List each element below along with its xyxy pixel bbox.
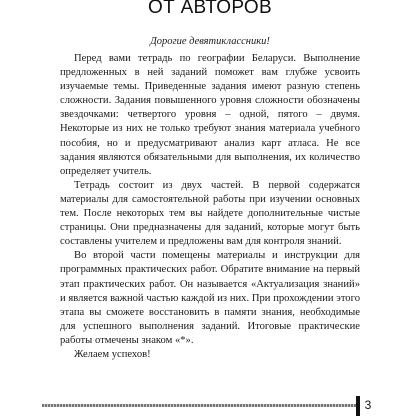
page-number: 3	[364, 398, 372, 412]
paragraph: Во второй части помещены материалы и инструкции для программных практических работ. Обратите внимание на первый этап практических работ. Он называется «Актуализация знаний» и является важной частью каждой из них. При прохождении этого этапа вы сможете восстановить в памяти знания, необходимые для успешного выполнения заданий. Итоговые практические работы отмечены знаком «*».	[60, 250, 360, 346]
salutation: Дорогие девятиклассники!	[150, 36, 270, 47]
footer-marker	[356, 396, 360, 416]
paragraph: Перед вами тетрадь по географии Беларуси. Выполнение предложенных в ней заданий поможет вам глубже усвоить изучаемые темы. Приведенные задания имеют разную степень сложности. Задания повышенного уровня сложности обозначены звездочками: четвертого уровня – одной, пятого – двумя. Некоторые из них не только требуют знания материала учебного пособия, но и предусматривают анализ карт атласа. Не все задания являются обязательными для выполнения, их количество определяет учитель.	[60, 53, 360, 177]
body-text	[60, 52, 360, 362]
paragraph: Тетрадь состоит из двух частей. В первой содержатся материалы для самостоятельной работы при изучении основных тем. После некоторых тем вы найдете дополнительные чистые страницы. Они предназначены для заданий, которые могут быть составлены учителем и предложены вам для контроля знаний.	[60, 179, 360, 248]
page-heading: ОТ АВТОРОВ	[148, 0, 272, 18]
footer-rule	[42, 404, 356, 407]
closing-line: Желаем успехов!	[74, 348, 151, 360]
